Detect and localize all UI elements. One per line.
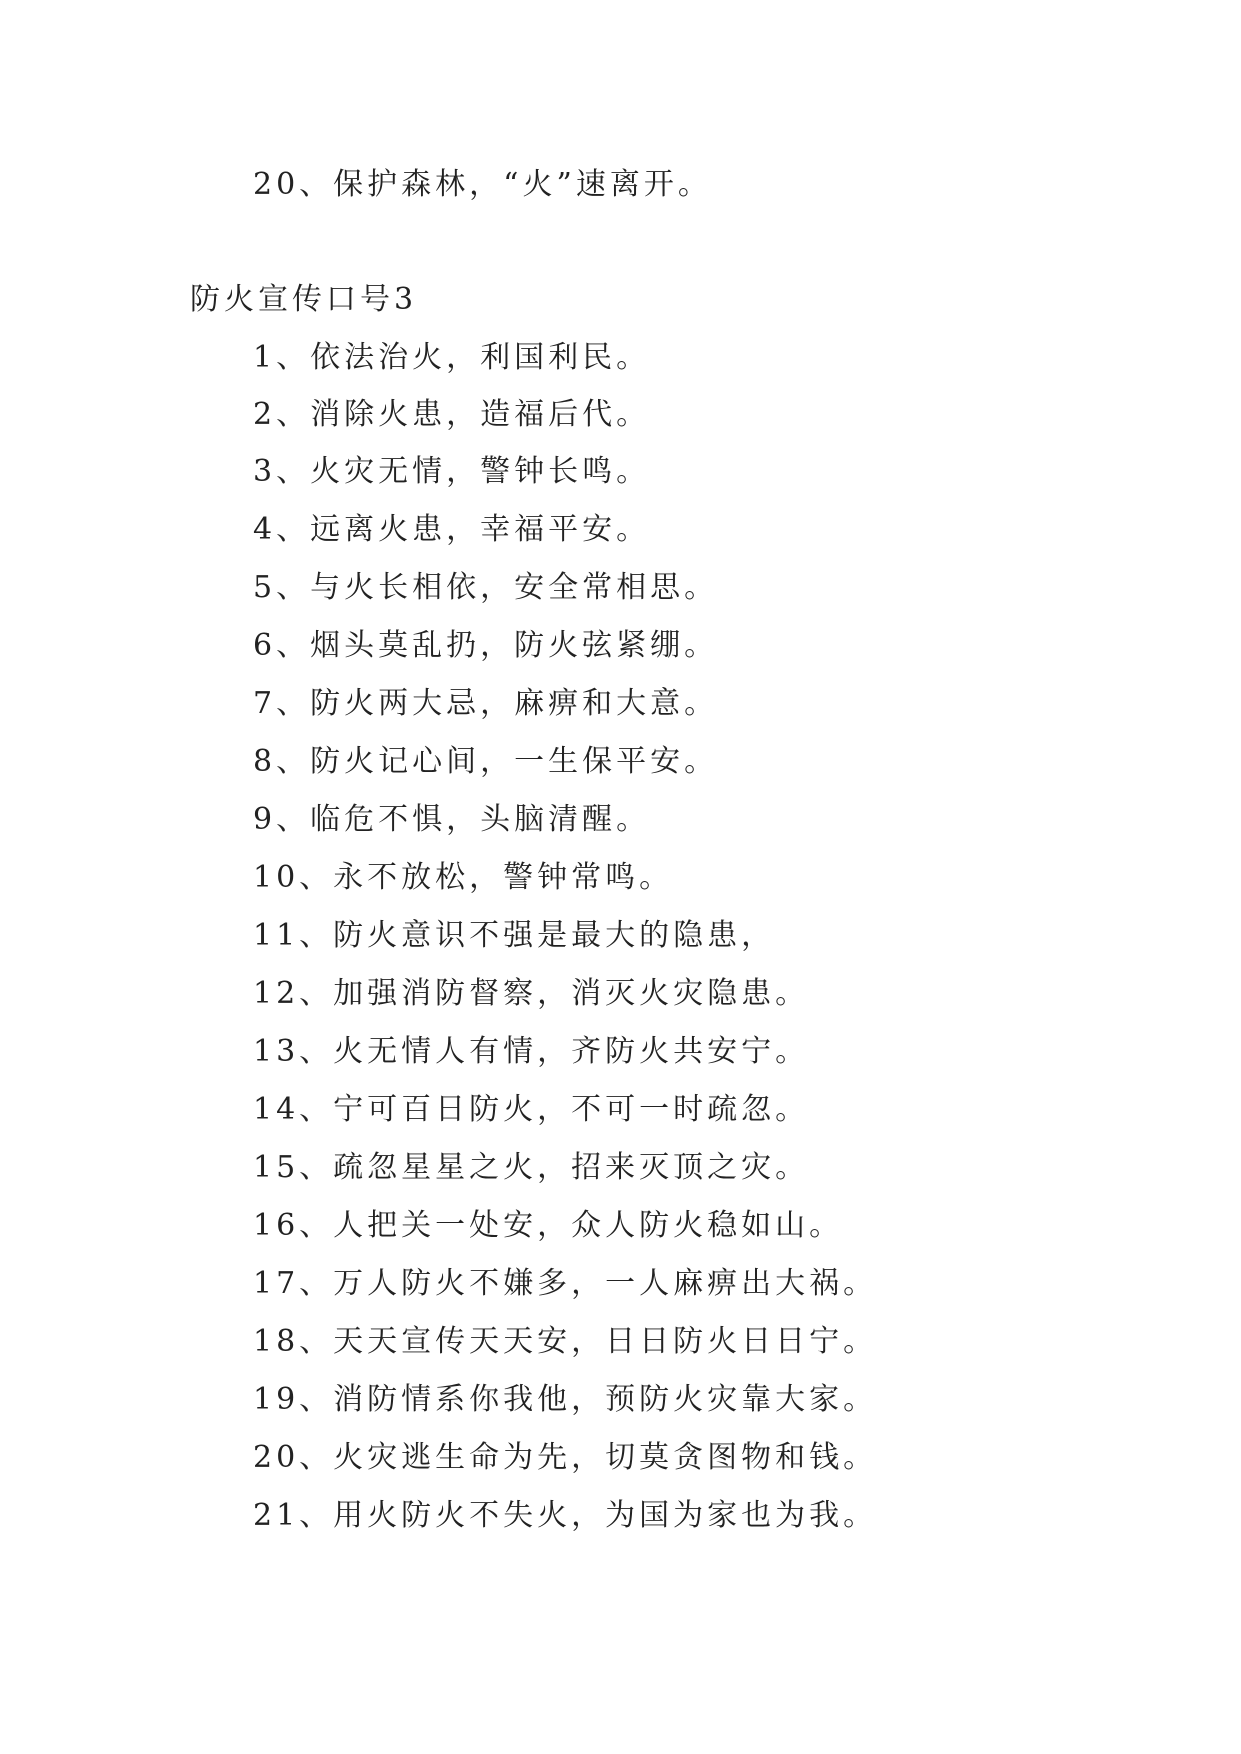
section-heading: 防火宣传口号3: [190, 282, 418, 317]
list-item: 16、人把关一处安，众人防火稳如山。: [253, 1208, 844, 1243]
list-item: 8、防火记心间，一生保平安。: [253, 744, 719, 779]
list-item: 13、火无情人有情，齐防火共安宁。: [253, 1034, 810, 1069]
list-item: 2、消除火患，造福后代。: [253, 397, 651, 432]
list-item: 9、临危不惧，头脑清醒。: [253, 802, 651, 837]
list-item: 19、消防情系你我他，预防火灾靠大家。: [253, 1382, 878, 1417]
list-item: 6、烟头莫乱扔，防火弦紧绷。: [253, 628, 719, 663]
list-item: 7、防火两大忌，麻痹和大意。: [253, 686, 719, 721]
list-item: 21、用火防火不失火，为国为家也为我。: [253, 1498, 878, 1533]
list-item: 18、天天宣传天天安，日日防火日日宁。: [253, 1324, 878, 1359]
list-item: 17、万人防火不嫌多，一人麻痹出大祸。: [253, 1266, 878, 1301]
list-item: 1、依法治火，利国利民。: [253, 340, 651, 375]
list-item: 20、火灾逃生命为先，切莫贪图物和钱。: [253, 1440, 878, 1475]
list-item: 11、防火意识不强是最大的隐患，: [253, 918, 776, 953]
list-item: 15、疏忽星星之火，招来灭顶之灾。: [253, 1150, 810, 1185]
slogan-item-top: 20、保护森林，“火”速离开。: [253, 167, 712, 202]
list-item: 14、宁可百日防火，不可一时疏忽。: [253, 1092, 810, 1127]
list-item: 5、与火长相依，安全常相思。: [253, 570, 719, 605]
list-item: 4、远离火患，幸福平安。: [253, 512, 651, 547]
list-item: 12、加强消防督察，消灭火灾隐患。: [253, 976, 810, 1011]
list-item: 3、火灾无情，警钟长鸣。: [253, 454, 651, 489]
list-item: 10、永不放松，警钟常鸣。: [253, 860, 674, 895]
